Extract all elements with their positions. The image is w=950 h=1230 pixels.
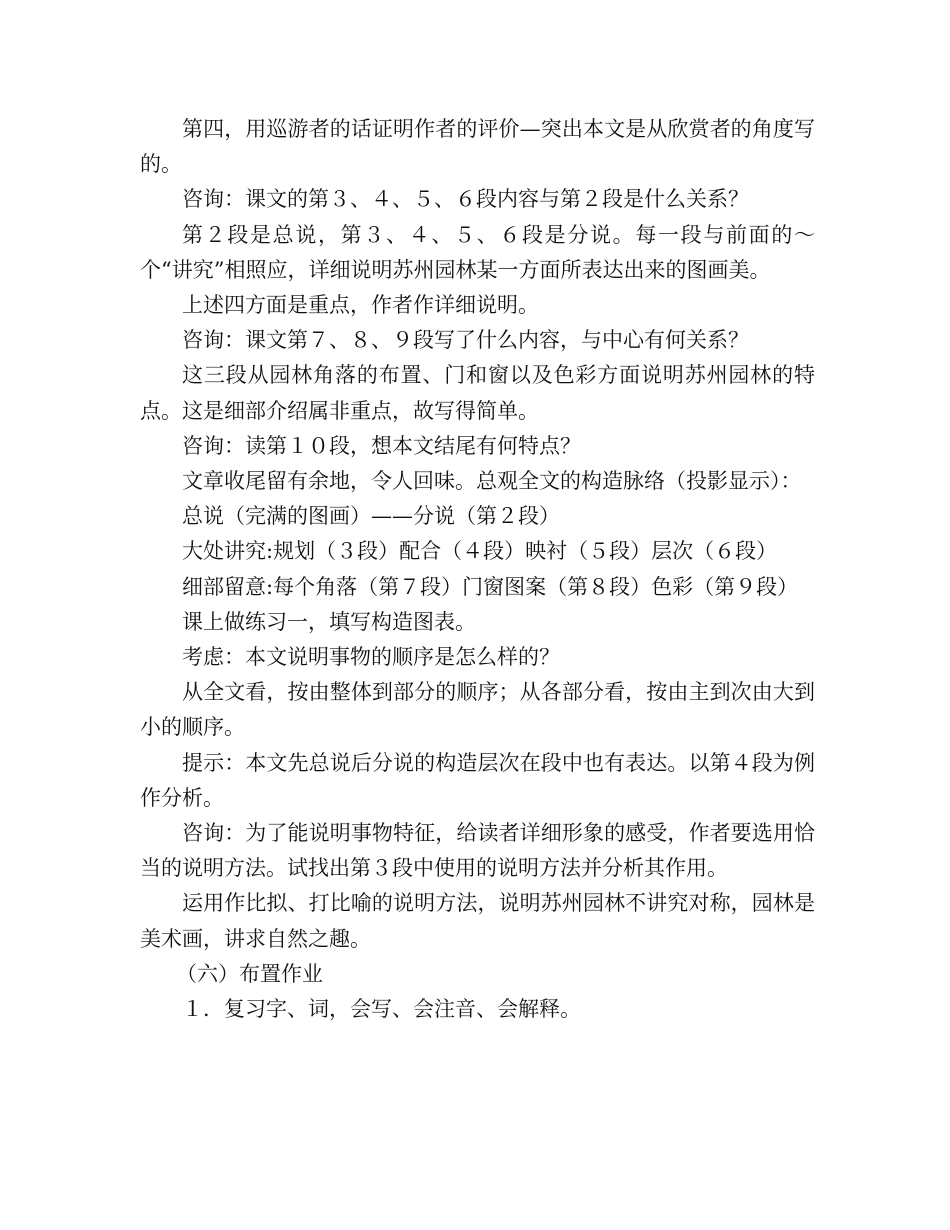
paragraph-answer-ending: 文章收尾留有余地，令人回味。总观全文的构造脉络（投影显示）： <box>182 469 802 494</box>
paragraph-answer-order: 从全文看，按由整体到部分的顺序；从各部分看，按由主到次由大到小的顺序。 <box>140 680 815 740</box>
paragraph-question-sections-7-9: 咨询：课文第７、８、９段写了什么内容，与中心有何关系？ <box>182 328 749 353</box>
structure-line-details: 细部留意:每个角落（第７段）门窗图案（第８段）色彩（第９段） <box>182 574 799 599</box>
document-body <box>140 112 815 1027</box>
section-heading-homework: （六）布置作业 <box>176 961 323 986</box>
paragraph-consider-order: 考虑：本文说明事物的顺序是怎么样的？ <box>182 645 560 670</box>
paragraph-key-points: 上述四方面是重点，作者作详细说明。 <box>182 293 539 318</box>
paragraph-answer-method: 运用作比拟、打比喻的说明方法，说明苏州园林不讲究对称，园林是美术画，讲求自然之趣。 <box>140 891 815 951</box>
paragraph-class-exercise: 课上做练习一，填写构造图表。 <box>182 609 476 634</box>
structure-line-overview: 总说（完满的图画）——分说（第２段） <box>182 504 560 529</box>
paragraph-answer-sections-7-9: 这三段从园林角落的布置、门和窗以及色彩方面说明苏州园林的特点。这是细部介绍属非重点，故写得简单。 <box>140 363 815 423</box>
paragraph-hint: 提示：本文先总说后分说的构造层次在段中也有表达。以第４段为例作分析。 <box>140 750 815 810</box>
structure-line-major-points: 大处讲究:规划（３段）配合（４段）映衬（５段）层次（６段） <box>182 539 778 564</box>
paragraph-question-ending: 咨询：读第１０段，想本文结尾有何特点？ <box>182 433 581 458</box>
paragraph-question-method: 咨询：为了能说明事物特征，给读者详细形象的感受，作者要选用恰当的说明方法。试找出第３段中使用的说明方法并分析其作用。 <box>140 821 815 881</box>
homework-item-1: １．复习字、词，会写、会注音、会解释。 <box>182 997 581 1022</box>
paragraph-question-relationship: 咨询：课文的第３、４、５、６段内容与第２段是什么关系？ <box>182 187 749 212</box>
paragraph-answer-relationship: 第２段是总说，第３、４、５、６段是分说。每一段与前面的～个“讲究”相照应，详细说明苏州园林某一方面所表达出来的图画美。 <box>140 222 815 282</box>
paragraph-evaluation: 第四，用巡游者的话证明作者的评价—突出本文是从欣赏者的角度写的。 <box>140 117 815 177</box>
